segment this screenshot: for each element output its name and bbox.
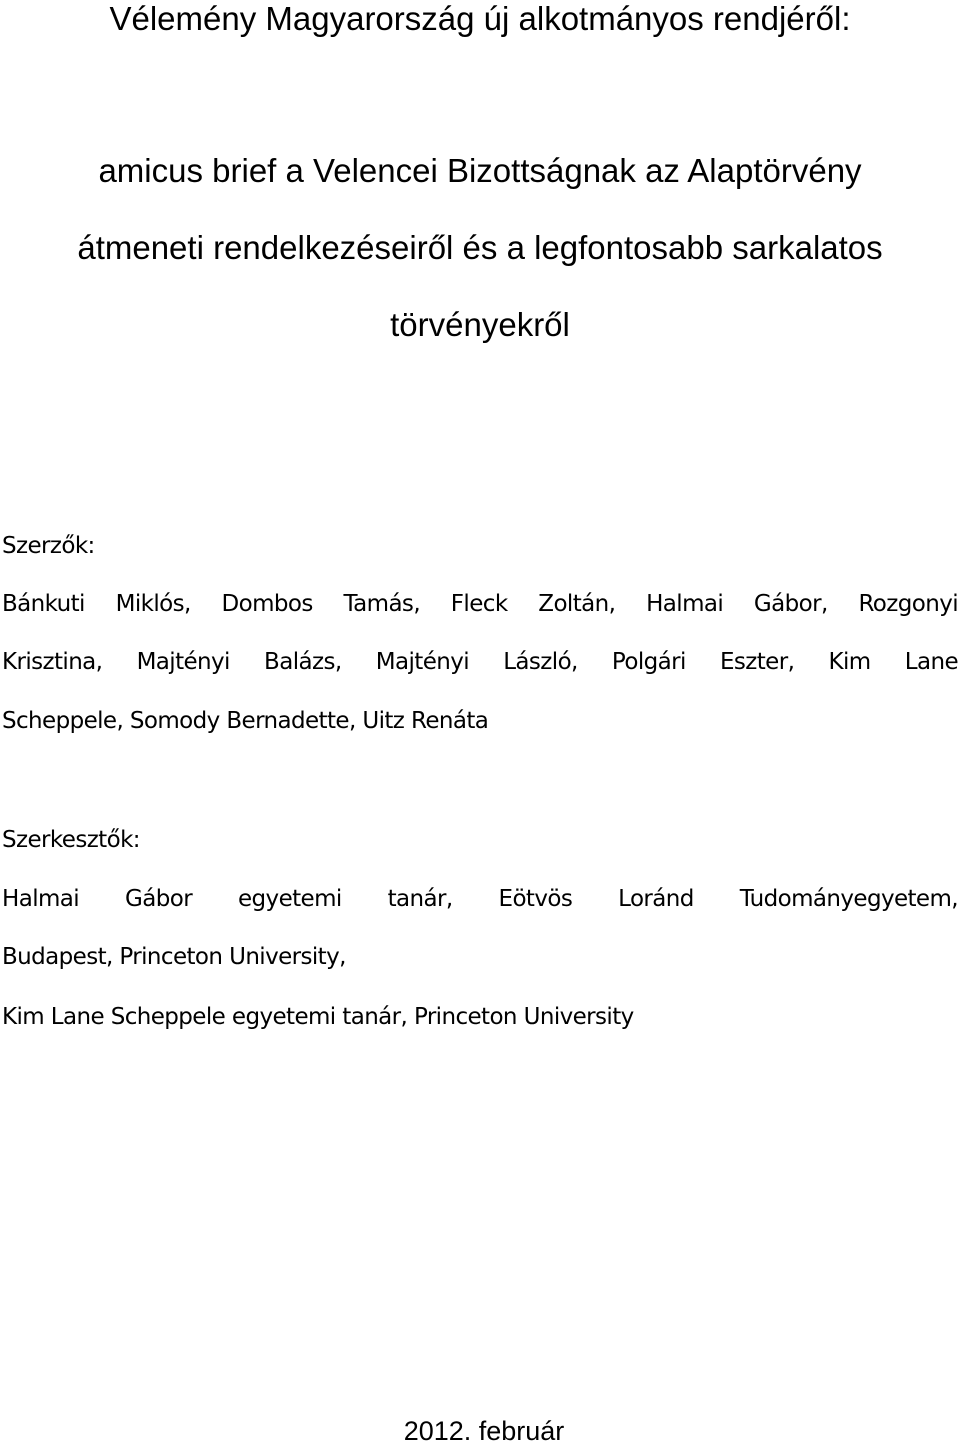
document-subtitle-line-1: amicus brief a Velencei Bizottságnak az Alaptörvény <box>98 152 862 189</box>
document-date: 2012. február <box>403 1416 565 1446</box>
authors-label: Szerzők: <box>2 533 95 559</box>
authors-line-1: Bánkuti Miklós, Dombos Tamás, Fleck Zoltán, Halmai Gábor, Rozgonyi <box>2 591 958 617</box>
editors-line-1: Halmai Gábor egyetemi tanár, Eötvös Loránd Tudományegyetem, <box>2 886 958 912</box>
authors-line-2: Krisztina, Majtényi Balázs, Majtényi László, Polgári Eszter, Kim Lane <box>2 649 958 675</box>
document-subtitle-line-2: átmeneti rendelkezéseiről és a legfontosabb sarkalatos <box>77 229 883 266</box>
authors-line-3: Scheppele, Somody Bernadette, Uitz Renáta <box>2 708 489 734</box>
document-title-line-1: Vélemény Magyarország új alkotmányos rendjéről: <box>109 0 851 37</box>
document-subtitle-line-3: törvényekről <box>390 306 570 343</box>
editors-line-3: Kim Lane Scheppele egyetemi tanár, Princeton University <box>2 1004 634 1030</box>
editors-label: Szerkesztők: <box>2 827 140 853</box>
editors-line-2: Budapest, Princeton University, <box>2 944 346 970</box>
